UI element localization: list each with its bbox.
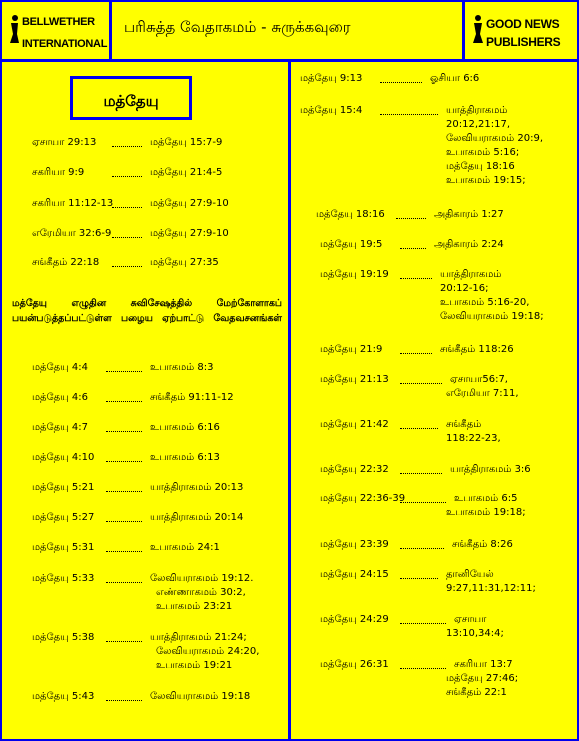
ref-target: உபாகமம் 19:21 [156,660,233,671]
ref-target: சங்கீதம் 8:26 [452,539,513,550]
ref-target: 20:12,21:17, [446,119,510,130]
dot-leader [380,82,422,83]
header-divider-left [109,0,112,61]
dot-leader [400,353,432,354]
book-title: மத்தேயு [70,76,192,120]
ref-target: உபாகமம் 23:21 [156,601,233,612]
ref-target: சங்கீதம் 91:11-12 [150,392,234,403]
ref-target: யாத்திராகமம் 20:14 [150,512,244,523]
ref-target: சங்கீதம் [446,419,482,430]
dot-leader [112,237,142,238]
dot-leader [106,700,142,701]
ref-source: மத்தேயு 21:42 [320,419,389,430]
ref-target: எரேமியா 7:11, [446,388,519,399]
ref-target: 9:27,11:31,12:11; [446,583,536,594]
ref-target: உபாகமம் 5:16-20, [440,297,530,308]
ref-target: லேவியராகமம் 19:18; [440,311,544,322]
dot-leader [400,578,438,579]
dot-leader [106,551,142,552]
dot-leader [400,278,432,279]
dot-leader [106,431,142,432]
ref-source: மத்தேயு 5:38 [32,632,95,643]
ref-target: உபாகமம் 5:16; [446,147,520,158]
ref-source: மத்தேயு 9:13 [300,73,363,84]
ref-source: மத்தேயு 24:29 [320,614,389,625]
ref-target: ஓசியா 6:6 [430,73,480,84]
ref-target: எண்ணாகமம் 30:2, [156,587,246,598]
ref-target: அதிகாரம் 2:24 [434,239,504,250]
ref-target: சங்கீதம் 22:1 [446,687,507,698]
ref-source: மத்தேயு 26:31 [320,659,389,670]
ref-target: மத்தேயு 21:4-5 [150,167,223,178]
section-note: மத்தேயு எழுதின சுவிசேஷத்தில் மேற்கோளாகப் பயன்படுத்தப்பட்டுள்ள பழைய ஏற்பாட்டு வேதவசனங்கள் [12,298,282,324]
ref-source: ஏசாயா 29:13 [32,137,97,148]
dot-leader [106,582,142,583]
dot-leader [106,401,142,402]
logo-line-1: GOOD NEWS [486,17,560,31]
ref-source: மத்தேயு 22:32 [320,464,389,475]
dot-leader [112,176,142,177]
ref-target: தானியேல் [446,569,494,580]
dot-leader [400,248,426,249]
ref-target: லேவியராகமம் 24:20, [156,646,260,657]
ref-target: லேவியராகமம் 19:12. [150,573,254,584]
ref-source: சகரியா 11:12-13 [32,198,114,209]
ref-target: யாத்திராகமம் [446,105,508,116]
dot-leader [112,146,142,147]
ref-target: 20:12-16; [440,283,489,294]
ref-target: உபாகமம் 19:15; [446,175,526,186]
dot-leader [396,218,426,219]
ref-target: உபாகமம் 19:18; [446,507,526,518]
ref-target: மத்தேயு 27:9-10 [150,198,229,209]
ref-source: மத்தேயு 4:6 [32,392,89,403]
dot-leader [106,521,142,522]
ref-target: ஏசாயா56:7, [450,374,508,385]
ref-source: மத்தேயு 21:9 [320,344,383,355]
dot-leader [106,461,142,462]
dot-leader [400,473,442,474]
ref-target: 13:10,34:4; [446,628,504,639]
ref-source: மத்தேயு 18:16 [316,209,385,220]
ref-source: சகரியா 9:9 [32,167,85,178]
ref-source: மத்தேயு 19:5 [320,239,383,250]
ref-target: சகரியா 13:7 [454,659,513,670]
ref-source: மத்தேயு 23:39 [320,539,389,550]
dot-leader [400,623,446,624]
ref-target: மத்தேயு 27:46; [446,673,519,684]
ref-source: மத்தேயு 5:31 [32,542,95,553]
ref-source: மத்தேயு 15:4 [300,105,363,116]
ref-source: மத்தேயு 22:36-39 [320,493,406,504]
dot-leader [112,266,142,267]
dot-leader [400,668,446,669]
ref-target: மத்தேயு 18:16 [446,161,515,172]
ref-target: உபாகமம் 6:16 [150,422,220,433]
dot-leader [106,371,142,372]
ref-target: மத்தேயு 27:35 [150,257,219,268]
ref-source: மத்தேயு 19:19 [320,269,389,280]
ref-target: உபாகமம் 8:3 [150,362,214,373]
ref-source: மத்தேயு 5:43 [32,691,95,702]
dot-leader [106,491,142,492]
figure-icon [472,14,484,44]
logo-line-1: BELLWETHER [22,16,95,28]
dot-leader [400,502,446,503]
ref-source: மத்தேயு 4:7 [32,422,89,433]
ref-source: மத்தேயு 24:15 [320,569,389,580]
ref-source: மத்தேயு 5:21 [32,482,95,493]
logo-line-2: INTERNATIONAL [22,38,108,50]
ref-target: 118:22-23, [446,433,501,444]
ref-target: யாத்திராகமம் 20:13 [150,482,244,493]
ref-target: மத்தேயு 15:7-9 [150,137,223,148]
dot-leader [400,548,444,549]
ref-target: உபாகமம் 6:13 [150,452,220,463]
ref-target: சங்கீதம் 118:26 [440,344,514,355]
ref-target: லேவியராகமம் 20:9, [446,133,544,144]
logo-line-2: PUBLISHERS [486,35,561,49]
ref-target: ஏசாயா [454,614,487,625]
ref-target: மத்தேயு 27:9-10 [150,228,229,239]
dot-leader [380,114,438,115]
ref-target: லேவியராகமம் 19:18 [150,691,251,702]
ref-target: அதிகாரம் 1:27 [434,209,504,220]
figure-icon [8,14,20,44]
ref-target: உபாகமம் 6:5 [454,493,518,504]
ref-source: மத்தேயு 21:13 [320,374,389,385]
ref-source: மத்தேயு 5:27 [32,512,95,523]
dot-leader [112,207,142,208]
ref-target: யாத்திராகமம் 21:24; [150,632,247,643]
ref-source: எரேமியா 32:6-9 [32,228,112,239]
column-divider [288,60,291,741]
page-title: பரிசுத்த வேதாகமம் - சுருக்கவுரை [124,18,351,36]
dot-leader [400,428,438,429]
ref-target: யாத்திராகமம் 3:6 [450,464,531,475]
dot-leader [106,641,142,642]
ref-target: யாத்திராகமம் [440,269,502,280]
ref-source: சங்கீதம் 22:18 [32,257,100,268]
dot-leader [400,383,442,384]
ref-source: மத்தேயு 4:4 [32,362,89,373]
ref-source: மத்தேயு 5:33 [32,573,95,584]
ref-target: உபாகமம் 24:1 [150,542,220,553]
ref-source: மத்தேயு 4:10 [32,452,95,463]
